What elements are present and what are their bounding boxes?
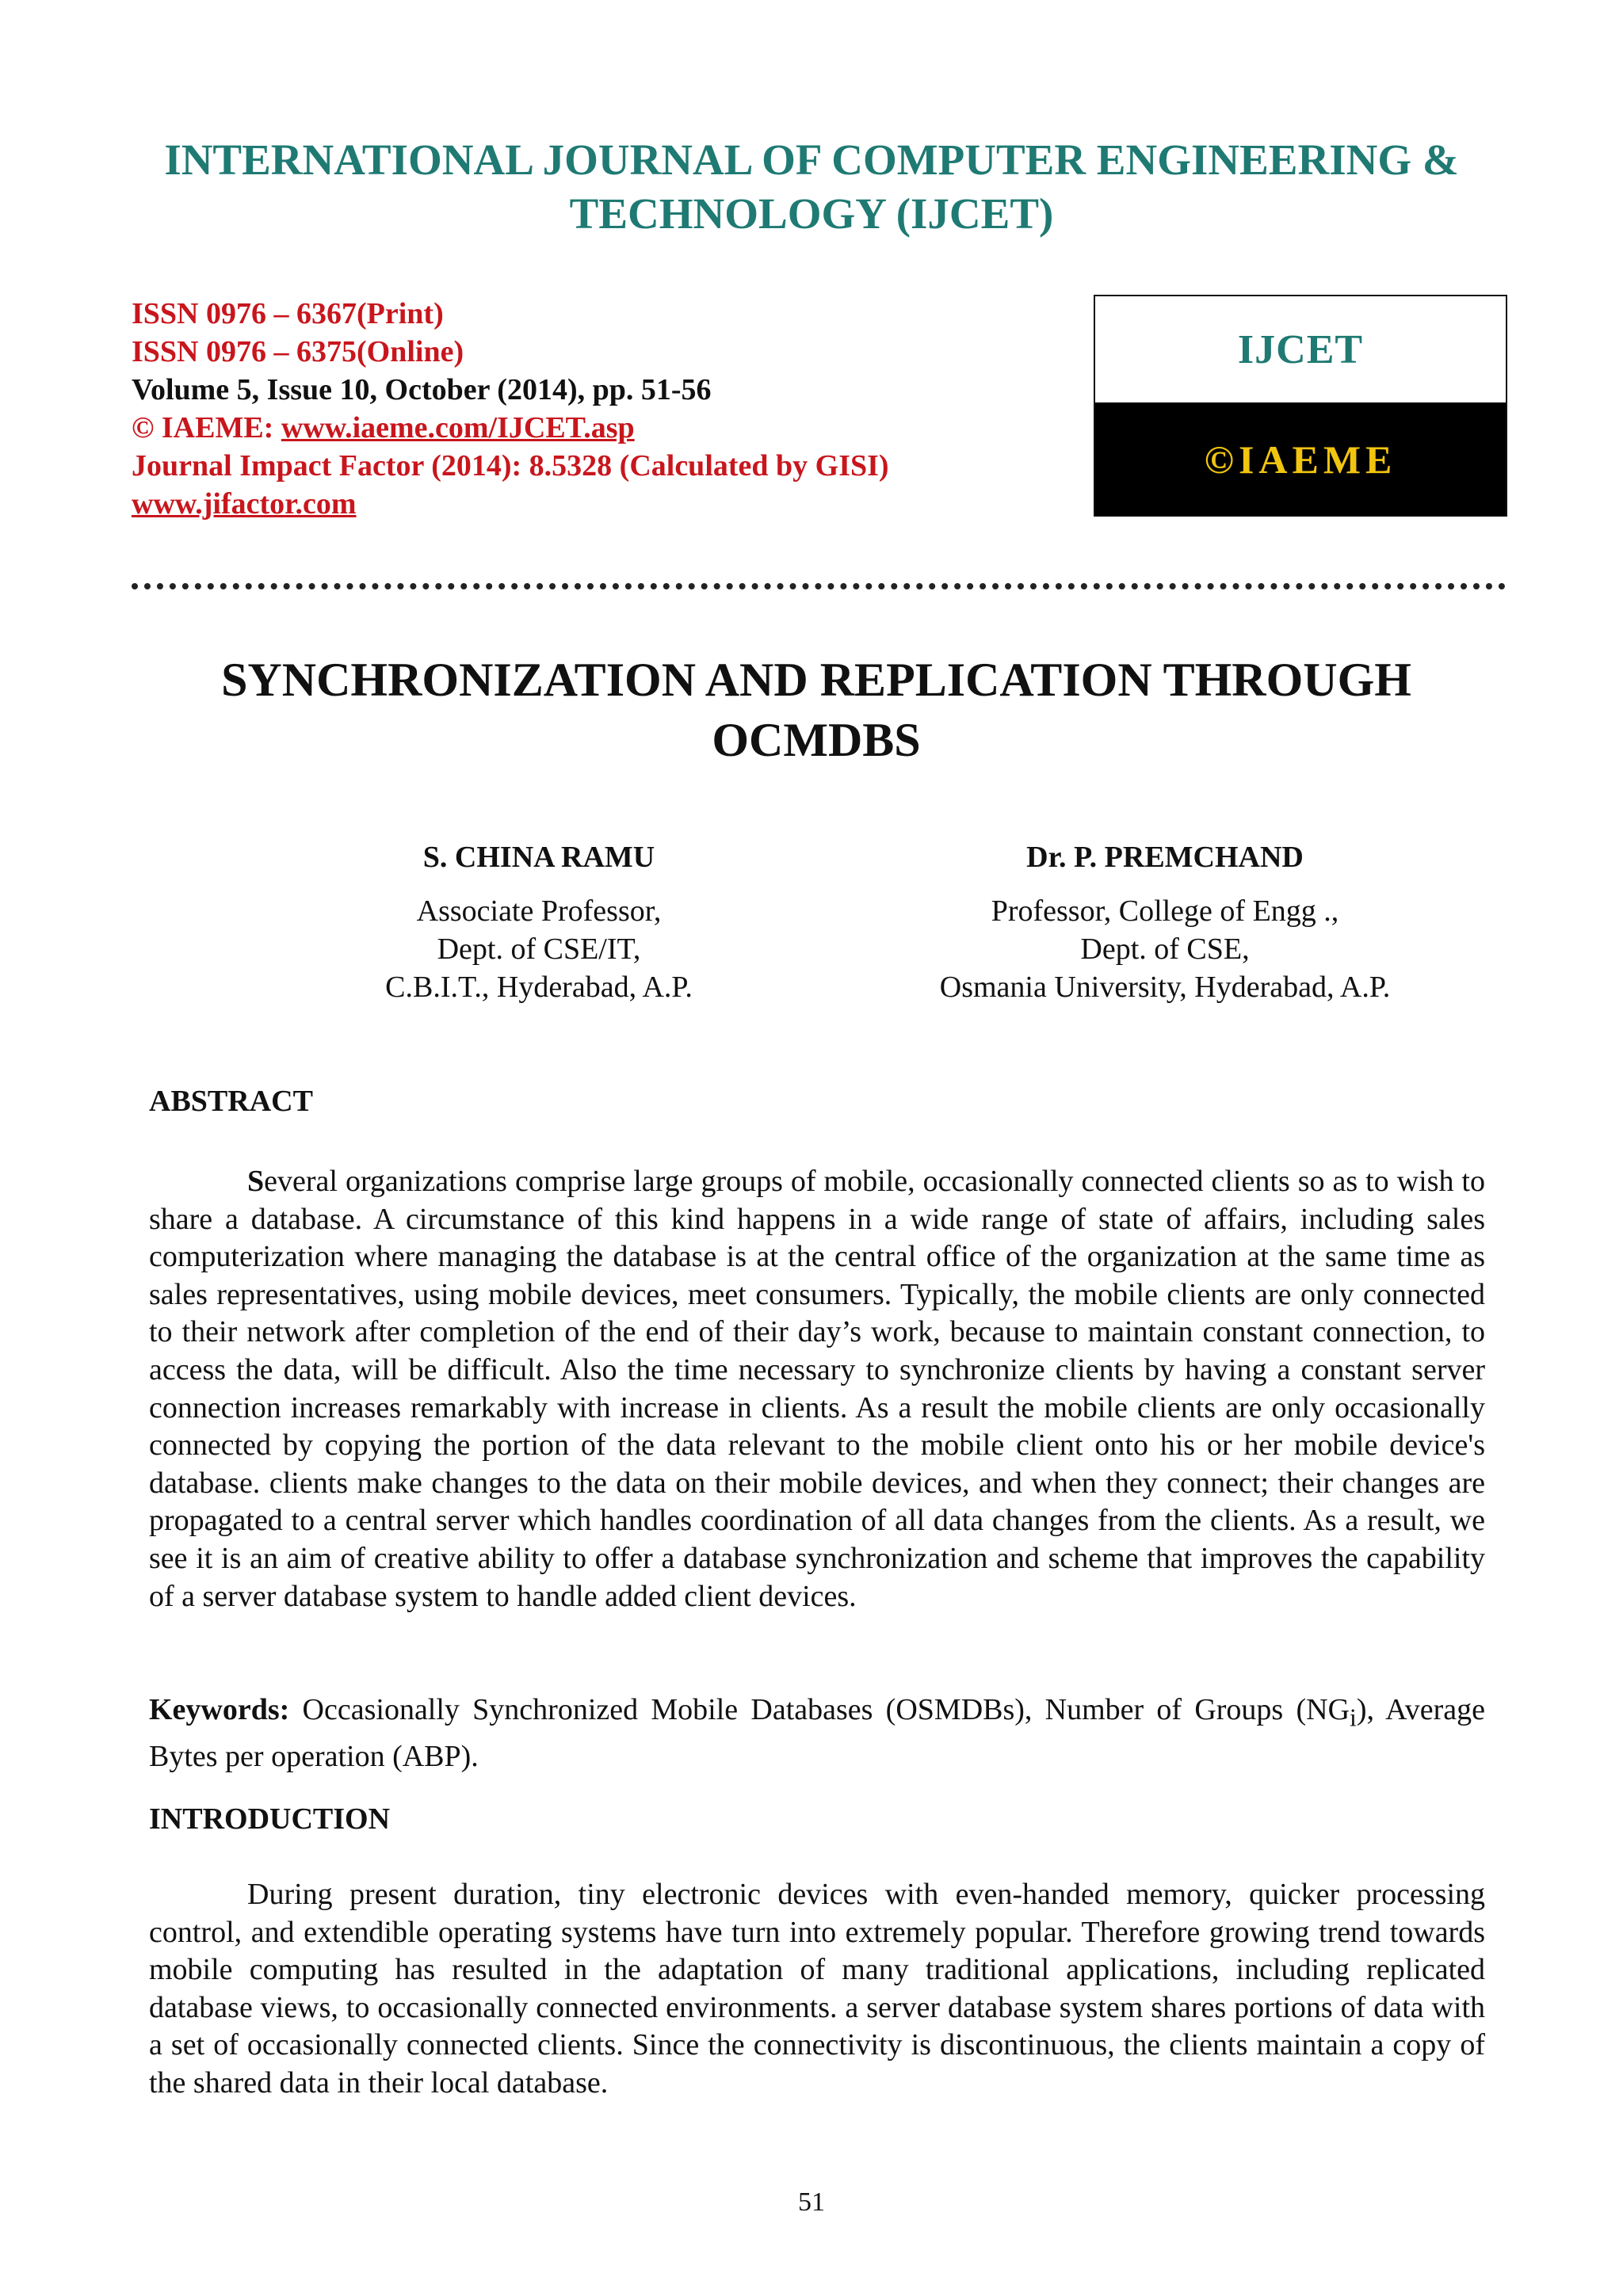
author-affiliation: Professor, College of Engg ., — [991, 894, 1339, 928]
logo-ijcet-text: IJCET — [1237, 326, 1364, 372]
author-affiliation: Osmania University, Hyderabad, A.P. — [939, 971, 1391, 1004]
author-1 — [341, 838, 737, 1006]
jifactor-link[interactable]: www.jifactor.com — [132, 487, 357, 521]
author-affiliation: Dept. of CSE, — [1080, 933, 1250, 966]
author-name: Dr. P. PREMCHAND — [1026, 841, 1304, 874]
keywords-label: Keywords: — [149, 1693, 290, 1726]
volume-info: Volume 5, Issue 10, October (2014), pp. 51-56 — [132, 373, 712, 406]
keywords-text-end: ), Average Bytes per operation (ABP). — [149, 1693, 1485, 1773]
journal-title — [95, 133, 1528, 241]
keywords — [149, 1691, 1485, 1775]
dotted-divider — [132, 583, 1506, 589]
abstract-heading: ABSTRACT — [149, 1085, 313, 1118]
iaeme-line — [132, 409, 1051, 447]
introduction-text: During present duration, tiny electronic devices with even-handed memory, quicker processing control, and extendible operating systems have turn into extremely popular. Therefore growing trend towards mobile computing has resulted in the adaptation of many traditional applications, including replicated database views, to occasionally connected environments. a server database system shares portions of data with a set of occasionally connected clients. Since the connectivity is discontinuous, the clients maintain a copy of the shared data in their local database. — [149, 1878, 1485, 2100]
keywords-text: Occasionally Synchronized Mobile Databases (OSMDBs), Number of Groups (NG — [289, 1693, 1350, 1726]
introduction-heading: INTRODUCTION — [149, 1802, 391, 1836]
author-affiliation: Dept. of CSE/IT, — [437, 933, 641, 966]
journal-title-line-2: TECHNOLOGY (IJCET) — [569, 189, 1054, 238]
issn-online: ISSN 0976 – 6375(Online) — [132, 335, 464, 368]
paper-title — [127, 650, 1506, 770]
abstract-body: everal organizations comprise large groups of mobile, occasionally connected clients so as to wish to share a database. A circumstance of this kind happens in a wide range of state of affairs, including sales computerization where managing the database is at the central office of the organization at the same time as sales representatives, using mobile devices, meet consumers. Typically, the mobile clients are only connected to their network after completion of the end of their day’s work, because to maintain constant connection, to access the data, will be difficult. Also the time necessary to synchronize clients by having a constant server connection increases remarkably with increase in clients. As a result the mobile clients are only occasionally connected by copying the portion of the data relevant to the mobile client onto his or her mobile device's database. clients make changes to the data on their mobile devices, and when they connect; their changes are propagated to a central server which handles coordination of all data changes from the clients. As a result, we see it is an aim of creative ability to offer a database synchronization and scheme that improves the capability of a server database system to handle added client devices. — [149, 1165, 1485, 1613]
author-name: S. CHINA RAMU — [422, 841, 655, 874]
iaeme-prefix: © IAEME: — [132, 411, 281, 444]
logo-iaeme-text: ©IAEME — [1095, 402, 1506, 517]
journal-logo — [1094, 295, 1507, 517]
page-number: 51 — [798, 2187, 825, 2217]
iaeme-link[interactable]: www.iaeme.com/IJCET.asp — [281, 411, 635, 444]
issn-print: ISSN 0976 – 6367(Print) — [132, 297, 444, 330]
author-affiliation: Associate Professor, — [416, 894, 662, 928]
journal-title-line-1: INTERNATIONAL JOURNAL OF COMPUTER ENGINEERING & — [164, 135, 1459, 184]
abstract-first-letter: S — [247, 1165, 265, 1198]
impact-factor: Journal Impact Factor (2014): 8.5328 (Calculated by GISI) — [132, 449, 889, 482]
abstract-text — [149, 1163, 1485, 1615]
paper-title-line-1: SYNCHRONIZATION AND REPLICATION THROUGH — [221, 654, 1411, 706]
paper-title-line-2: OCMDBS — [712, 714, 921, 766]
keywords-subscript: i — [1350, 1703, 1357, 1732]
author-2 — [880, 838, 1450, 1006]
publication-info — [132, 295, 1051, 523]
author-affiliation: C.B.I.T., Hyderabad, A.P. — [385, 971, 693, 1004]
